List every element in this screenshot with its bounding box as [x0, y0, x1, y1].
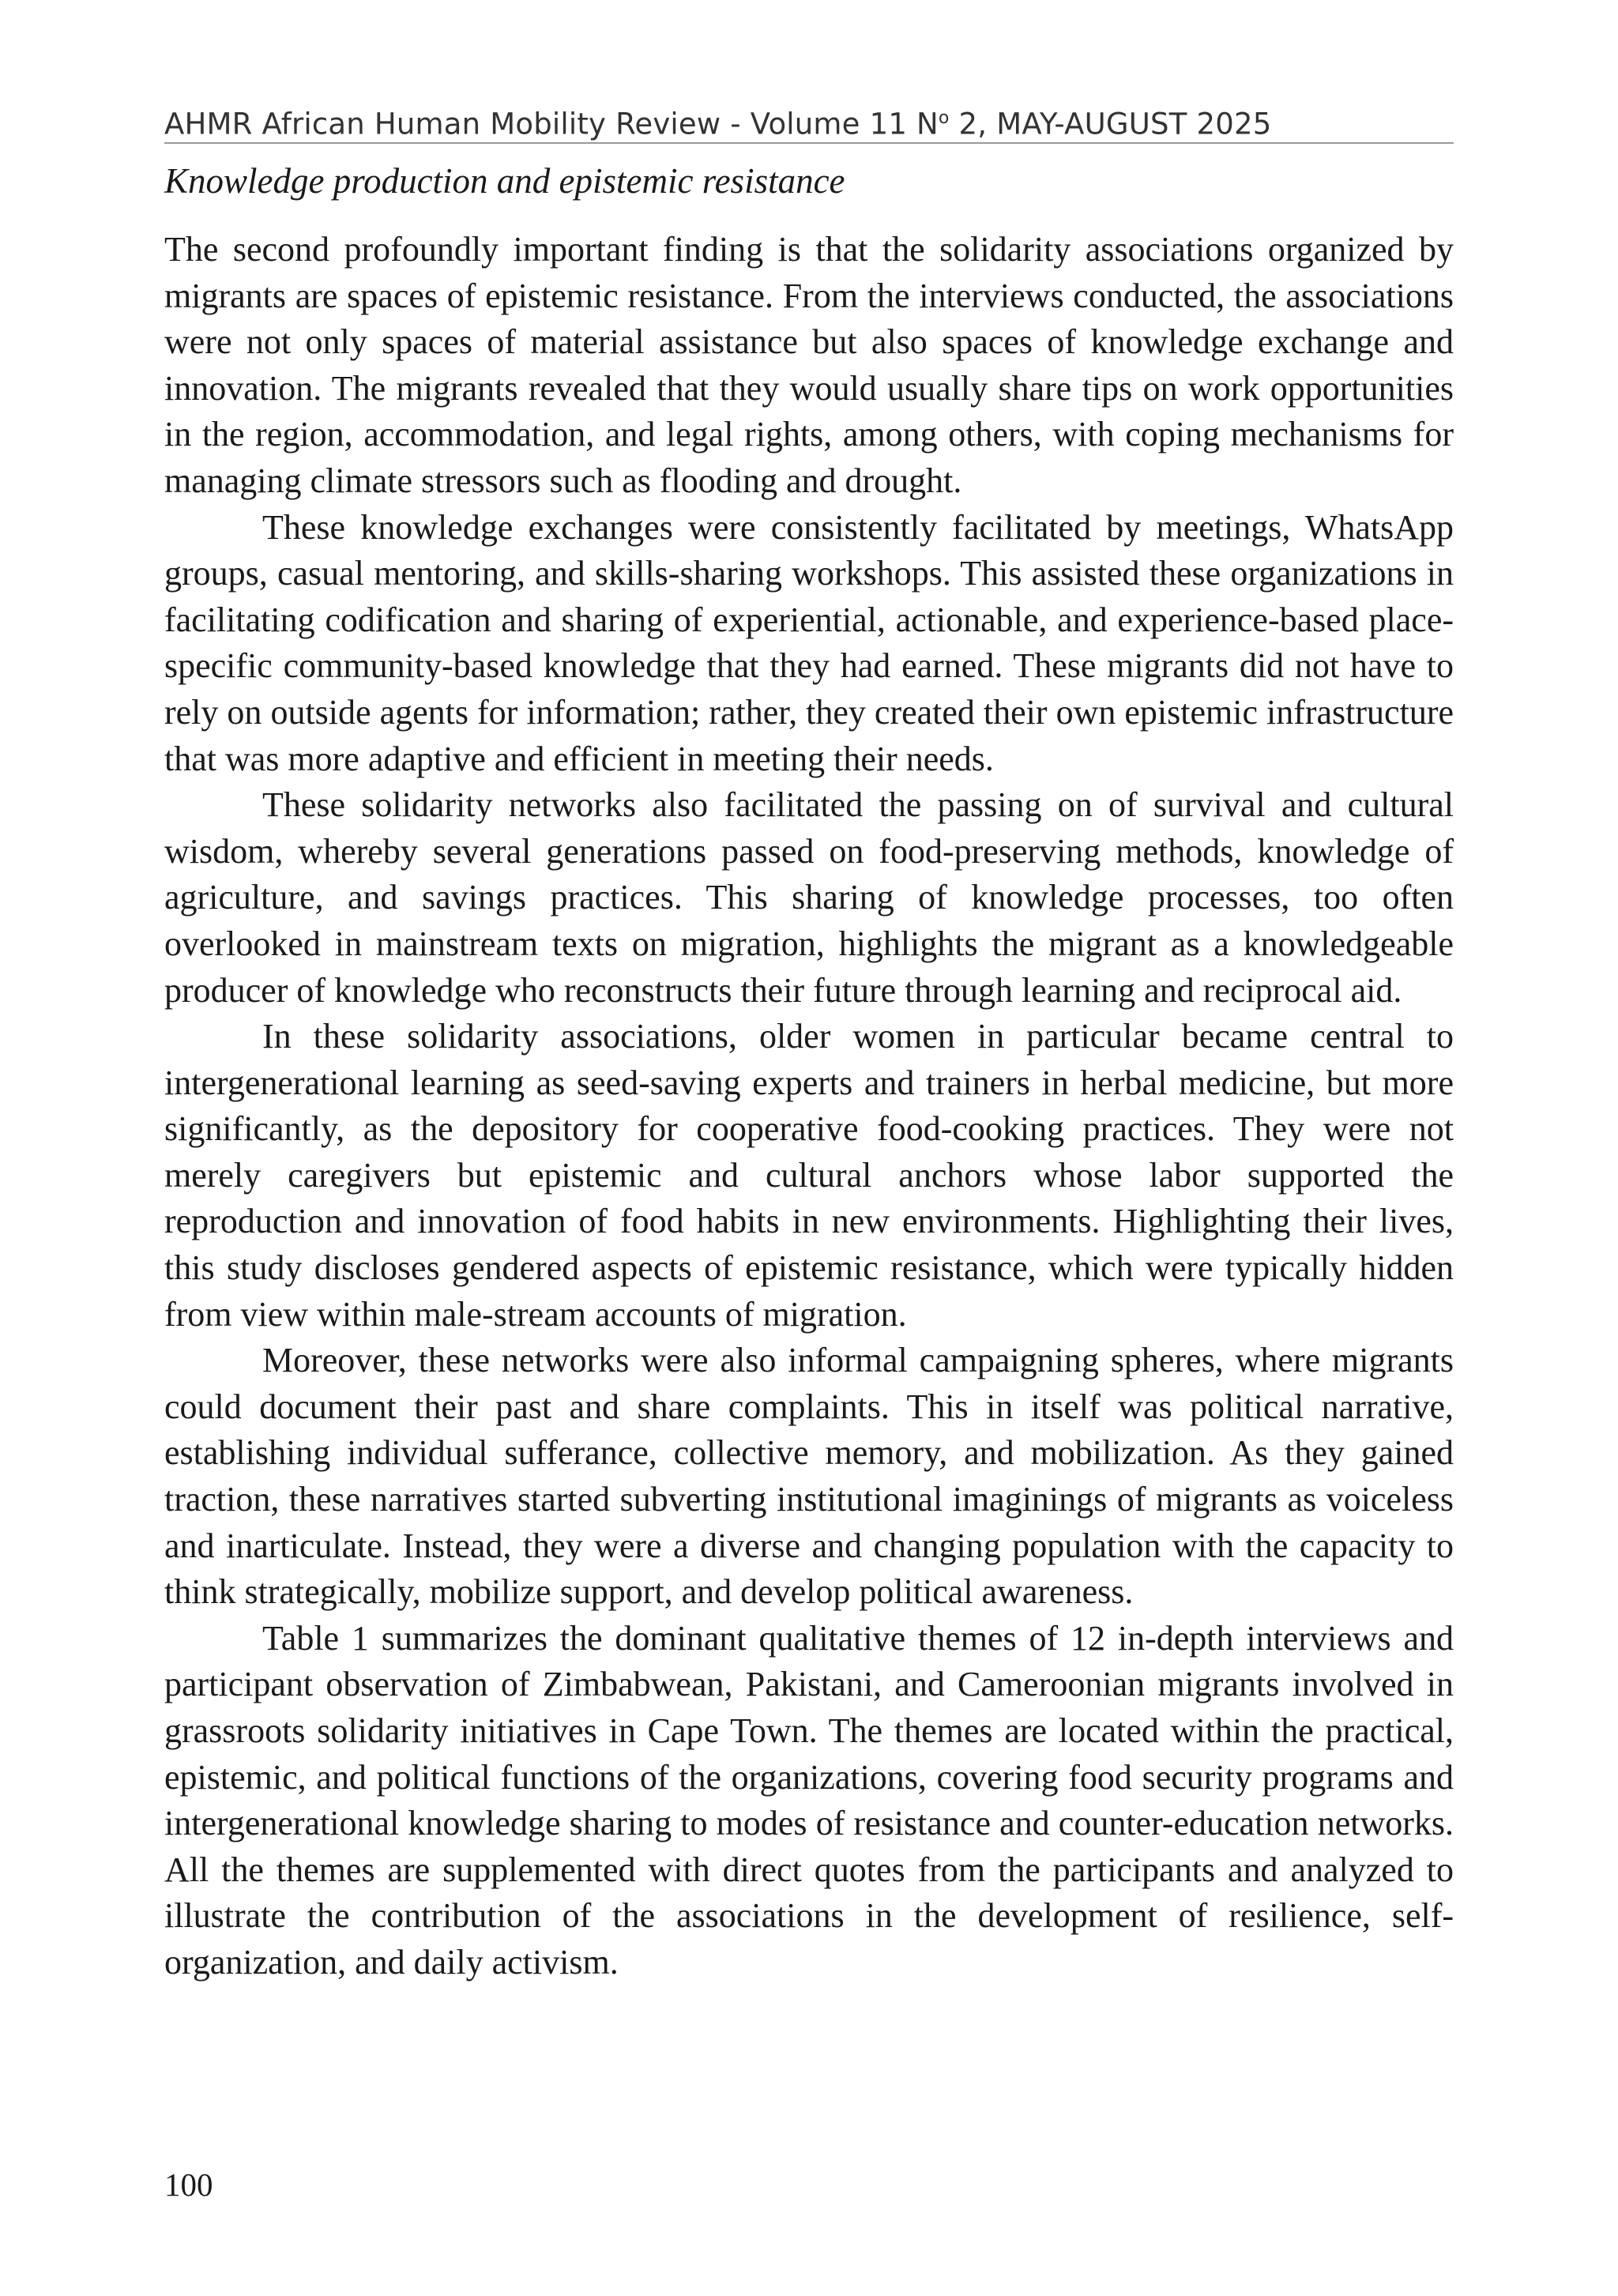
section-heading: Knowledge production and epistemic resistance	[164, 161, 845, 201]
paragraph-5: Moreover, these networks were also informal campaigning spheres, where migrants could document their past and share complaints. This in itself was political narrative, establishing individual sufferance, collective memory, and mobilization. As they gained traction, these narratives started subverting institutional imaginings of migrants as voiceless and inarticulate. Instead, they were a diverse and changing population with the capacity to think strategically, mobilize support, and develop political awareness.	[164, 1341, 1454, 1612]
paragraph-3: These solidarity networks also facilitated the passing on of survival and cultural wisdom, whereby several generations passed on food-preserving methods, knowledge of agriculture, and savings practices. This sharing of knowledge processes, too often overlooked in mainstream texts on migration, highlights the migrant as a knowledgeable producer of knowledge who reconstructs their future through learning and reciprocal aid.	[164, 785, 1454, 1010]
running-head-superscript: o	[938, 108, 950, 128]
page-number: 100	[164, 2166, 213, 2203]
paragraph-2: These knowledge exchanges were consistently facilitated by meetings, WhatsApp groups, casual mentoring, and skills-sharing workshops. This assisted these organizations in facilitating codification and sharing of experiential, actionable, and experience-based place-specific community-based knowledge that they had earned. These migrants did not have to rely on outside agents for information; rather, they created their own epistemic infrastructure that was more adaptive and efficient in meeting their needs.	[164, 507, 1454, 778]
running-head-text: AHMR African Human Mobility Review - Volume 11 N	[164, 107, 939, 141]
running-head	[164, 101, 1454, 141]
paragraph-1: The second profoundly important finding is that the solidarity associations organized by migrants are spaces of epistemic resistance. From the interviews conducted, the associations were not only spaces of material assistance but also spaces of knowledge exchange and innovation. The migrants revealed that they would usually share tips on work opportunities in the region, accommodation, and legal rights, among others, with coping mechanisms for managing climate stressors such as flooding and drought.	[164, 230, 1454, 500]
header-rule	[164, 142, 1454, 144]
running-head-text-end: 2, MAY-AUGUST 2025	[949, 107, 1272, 141]
paragraph-4: In these solidarity associations, older women in particular became central to intergenerational learning as seed-saving experts and trainers in herbal medicine, but more significantly, as the depository for cooperative food-cooking practices. They were not merely caregivers but epistemic and cultural anchors whose labor supported the reproduction and innovation of food habits in new environments. Highlighting their lives, this study discloses gendered aspects of epistemic resistance, which were typically hidden from view within male-stream accounts of migration.	[164, 1017, 1454, 1334]
paragraph-6: Table 1 summarizes the dominant qualitative themes of 12 in-depth interviews and participant observation of Zimbabwean, Pakistani, and Cameroonian migrants involved in grassroots solidarity initiatives in Cape Town. The themes are located within the practical, epistemic, and political functions of the organizations, covering food security programs and intergenerational knowledge sharing to modes of resistance and counter-education networks. All the themes are supplemented with direct quotes from the participants and analyzed to illustrate the contribution of the associations in the development of resilience, self-organization, and daily activism.	[164, 1618, 1454, 1982]
body-text	[164, 227, 1454, 1986]
